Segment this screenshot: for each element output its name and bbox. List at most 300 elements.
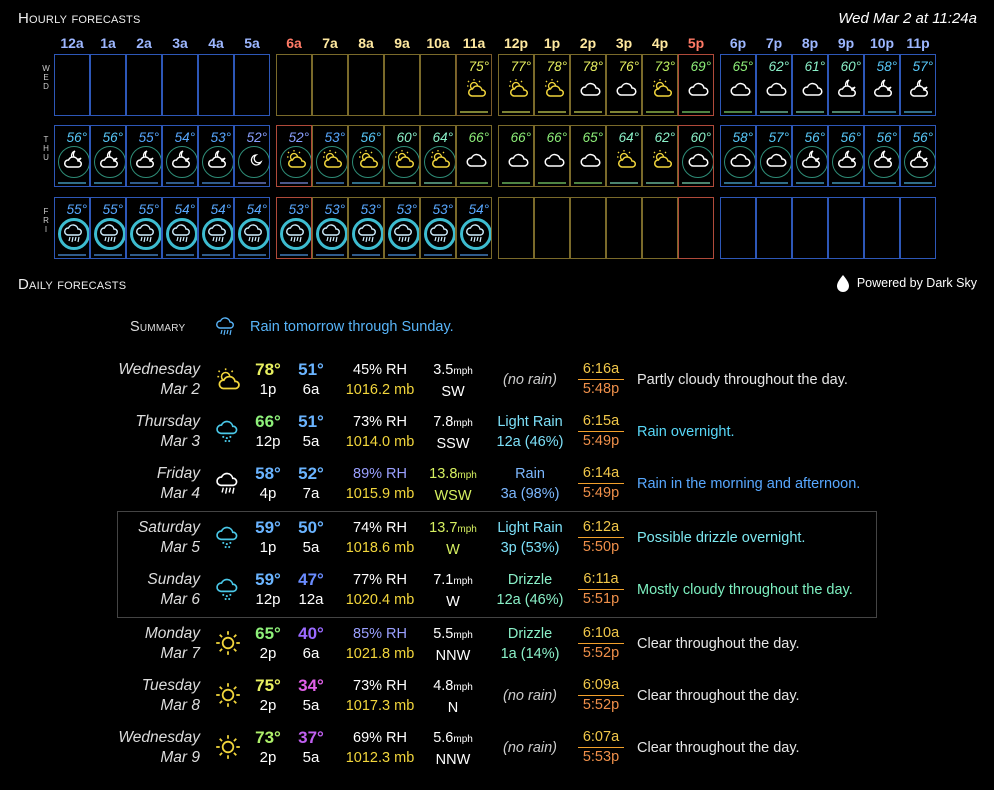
weekday-label: W E D — [42, 64, 50, 91]
hour-cell — [456, 125, 492, 187]
temp-underline — [760, 182, 788, 184]
hour-cell — [162, 125, 198, 187]
wind-direction: N — [447, 700, 459, 716]
day-date: Mar 6 — [160, 591, 200, 608]
wind-unit: mph — [453, 682, 473, 693]
hour-temp: 53° — [324, 130, 345, 145]
wind-direction: SSW — [436, 436, 470, 452]
hour-temp: 53° — [288, 202, 309, 217]
high-temp-time: 2p — [259, 697, 277, 714]
hour-temp: 53° — [360, 202, 381, 217]
hour-cell — [570, 197, 606, 259]
hour-cell — [864, 54, 900, 116]
hour-temp: 62° — [768, 59, 789, 74]
low-temp-time: 12a — [298, 591, 324, 608]
sun-times — [578, 464, 624, 503]
sunrise: 6:11a — [578, 570, 624, 590]
temp-underline — [280, 254, 308, 256]
low-temp-value: 47° — [298, 570, 324, 589]
hour-label: 7a — [322, 35, 338, 51]
partly-cloudy-day-icon — [285, 148, 307, 170]
sunset: 5:48p — [582, 381, 620, 397]
partly-cloudy-night-icon — [909, 77, 931, 99]
day-summary: Rain in the morning and afternoon. — [637, 476, 861, 492]
temp-underline — [868, 182, 896, 184]
hour-temp: 69° — [690, 59, 711, 74]
high-temp — [248, 676, 288, 716]
low-temp-value: 50° — [298, 518, 324, 537]
day-summary: Rain overnight. — [637, 424, 735, 440]
hour-temp: 56° — [804, 130, 825, 145]
hour-label: 2p — [579, 35, 597, 51]
sunset: 5:52p — [582, 645, 620, 661]
day-name: Monday — [144, 625, 200, 642]
pressure: 1012.3 mb — [345, 750, 415, 766]
sunrise: 6:09a — [578, 676, 624, 696]
partly-cloudy-night-icon — [837, 77, 859, 99]
low-temp-time: 5a — [302, 749, 320, 766]
hour-label: 1a — [100, 35, 116, 51]
high-temp-time: 1p — [259, 539, 277, 556]
hour-temp: 56° — [876, 130, 897, 145]
day-date: Mar 7 — [160, 645, 200, 662]
temp-underline — [130, 254, 158, 256]
hour-label: 4p — [651, 35, 669, 51]
precip-detail: 12a (46%) — [496, 434, 564, 450]
humidity: 73% RH — [353, 414, 407, 430]
low-temp-value: 51° — [298, 360, 324, 379]
hour-cell — [678, 197, 714, 259]
day-name-date — [100, 518, 200, 558]
precipitation — [480, 570, 580, 610]
wind-unit: mph — [453, 418, 473, 429]
hour-cell — [456, 54, 492, 116]
high-temp-value: 65° — [255, 624, 281, 643]
temp-underline — [202, 254, 230, 256]
temp-underline — [460, 182, 488, 184]
hour-label: 1p — [543, 35, 561, 51]
day-summary: Clear throughout the day. — [637, 636, 800, 652]
precip-detail: 3a (98%) — [500, 486, 560, 502]
hour-cell — [348, 54, 384, 116]
temp-underline — [202, 182, 230, 184]
cloudy-icon — [687, 77, 709, 99]
wind-direction: SW — [441, 384, 465, 400]
hour-cell — [570, 54, 606, 116]
temp-underline — [724, 182, 752, 184]
high-temp-time: 12p — [255, 591, 281, 608]
high-temp — [248, 728, 288, 768]
partly-cloudy-day-icon — [357, 148, 379, 170]
hour-cell — [864, 125, 900, 187]
hour-cell — [198, 197, 234, 259]
rain-icon — [393, 222, 415, 244]
hour-cell — [126, 197, 162, 259]
hour-temp: 56° — [360, 130, 381, 145]
hour-cell — [90, 125, 126, 187]
rain-icon — [63, 222, 85, 244]
cloudy-icon — [765, 148, 787, 170]
hour-temp: 52° — [246, 130, 267, 145]
hour-cell — [348, 197, 384, 259]
hour-cell — [606, 54, 642, 116]
daily-row — [0, 518, 994, 562]
wind-speed: 13.8 — [429, 466, 458, 482]
hour-temp: 55° — [102, 202, 123, 217]
temp-underline — [460, 111, 488, 113]
rain-icon — [285, 222, 307, 244]
temp-underline — [58, 182, 86, 184]
hour-temp: 52° — [288, 130, 309, 145]
wind — [418, 570, 488, 612]
day-name: Thursday — [135, 413, 200, 430]
temp-underline — [610, 182, 638, 184]
hour-temp: 66° — [510, 130, 531, 145]
rain-icon — [429, 222, 451, 244]
low-temp-time: 6a — [302, 645, 320, 662]
high-temp — [248, 464, 288, 504]
high-temp-value: 66° — [255, 412, 281, 431]
high-temp-time: 1p — [259, 381, 277, 398]
hour-temp: 56° — [912, 130, 933, 145]
clear-day-icon — [214, 734, 242, 760]
hour-cell — [792, 125, 828, 187]
low-temp-value: 40° — [298, 624, 324, 643]
day-name-date — [100, 676, 200, 716]
temp-underline — [682, 182, 710, 184]
sunrise: 6:12a — [578, 518, 624, 538]
hour-cell — [384, 197, 420, 259]
hour-cell — [348, 125, 384, 187]
hour-cell — [312, 54, 348, 116]
hour-cell — [234, 54, 270, 116]
wind-speed: 5.6 — [433, 730, 454, 746]
partly-cloudy-day-icon — [651, 148, 673, 170]
temp-underline — [130, 182, 158, 184]
wind-unit: mph — [457, 524, 477, 535]
sunrise: 6:10a — [578, 624, 624, 644]
daily-row — [0, 412, 994, 456]
hour-temp: 73° — [654, 59, 675, 74]
high-temp-value: 78° — [255, 360, 281, 379]
temp-underline — [904, 111, 932, 113]
hour-temp: 65° — [732, 59, 753, 74]
hour-label: 7p — [765, 35, 783, 51]
rain-icon — [321, 222, 343, 244]
hour-temp: 54° — [174, 130, 195, 145]
partly-cloudy-night-icon — [909, 148, 931, 170]
high-temp-time: 12p — [255, 433, 281, 450]
hour-cell — [678, 54, 714, 116]
pressure: 1017.3 mb — [345, 698, 415, 714]
weekday-label: T H U — [43, 135, 49, 162]
hour-cell — [792, 197, 828, 259]
rain-icon — [171, 222, 193, 244]
wind-direction: NNW — [435, 752, 471, 768]
hour-cell — [126, 54, 162, 116]
powered-by-dark-sky-link[interactable] — [835, 274, 977, 292]
hour-cell — [420, 125, 456, 187]
high-temp-time: 4p — [259, 485, 277, 502]
precipitation — [480, 412, 580, 452]
temp-underline — [574, 111, 602, 113]
hour-temp: 56° — [840, 130, 861, 145]
hour-cell — [828, 197, 864, 259]
hour-cell — [276, 54, 312, 116]
high-temp-time: 2p — [259, 749, 277, 766]
wind-direction: WSW — [434, 488, 472, 504]
hour-cell — [534, 54, 570, 116]
wind-unit: mph — [453, 630, 473, 641]
hour-cell — [534, 125, 570, 187]
hour-cell — [864, 197, 900, 259]
hour-cell — [756, 197, 792, 259]
rain-icon — [207, 222, 229, 244]
cloudy-icon — [543, 148, 565, 170]
hour-label: 3p — [615, 35, 633, 51]
hour-cell — [54, 54, 90, 116]
day-name: Tuesday — [141, 677, 200, 694]
day-summary: Clear throughout the day. — [637, 740, 800, 756]
hour-temp: 75° — [468, 59, 489, 74]
hour-label: 8p — [801, 35, 819, 51]
temp-underline — [832, 182, 860, 184]
hour-cell — [720, 125, 756, 187]
hour-cell — [90, 197, 126, 259]
cloudy-icon — [729, 148, 751, 170]
hour-cell — [162, 54, 198, 116]
hour-temp: 65° — [582, 130, 603, 145]
hour-temp: 55° — [138, 130, 159, 145]
hour-label: 2a — [136, 35, 152, 51]
hour-cell — [54, 125, 90, 187]
low-temp-value: 51° — [298, 412, 324, 431]
cloudy-icon — [507, 148, 529, 170]
temp-underline — [646, 182, 674, 184]
humidity: 69% RH — [353, 730, 407, 746]
powered-by-text: Powered by Dark Sky — [856, 276, 977, 290]
wind — [418, 518, 488, 560]
humidity: 77% RH — [353, 572, 407, 588]
temp-underline — [646, 111, 674, 113]
sunset: 5:49p — [582, 485, 620, 501]
hour-cell — [384, 54, 420, 116]
hour-cell — [90, 54, 126, 116]
hour-cell — [420, 197, 456, 259]
temp-underline — [352, 182, 380, 184]
temp-underline — [904, 182, 932, 184]
day-name-date — [100, 360, 200, 400]
hour-label: 5p — [687, 35, 705, 51]
hour-temp: 60° — [690, 130, 711, 145]
low-temp-value: 52° — [298, 464, 324, 483]
sunset: 5:53p — [582, 749, 620, 765]
temp-underline — [796, 182, 824, 184]
sunrise: 6:16a — [578, 360, 624, 380]
temp-underline — [868, 111, 896, 113]
hour-cell — [498, 125, 534, 187]
pressure: 1015.9 mb — [345, 486, 415, 502]
hour-cell — [534, 197, 570, 259]
temp-underline — [238, 182, 266, 184]
hour-cell — [756, 54, 792, 116]
temp-underline — [460, 254, 488, 256]
hour-temp: 60° — [396, 130, 417, 145]
temp-underline — [538, 111, 566, 113]
wind-direction: W — [446, 542, 460, 558]
wind-speed: 7.1 — [433, 572, 454, 588]
hour-cell — [720, 54, 756, 116]
pressure: 1016.2 mb — [345, 382, 415, 398]
hour-temp: 55° — [138, 202, 159, 217]
hour-label: 9p — [837, 35, 855, 51]
temp-underline — [388, 182, 416, 184]
cloudy-icon — [615, 77, 637, 99]
high-temp-value: 75° — [255, 676, 281, 695]
day-name: Wednesday — [118, 361, 200, 378]
hour-label: 12p — [503, 35, 529, 51]
wind — [418, 728, 488, 770]
rain-icon — [135, 222, 157, 244]
rain-icon — [243, 222, 265, 244]
precipitation — [480, 464, 580, 504]
hour-label: 5a — [244, 35, 260, 51]
precip-detail: 3p (53%) — [500, 540, 560, 556]
hour-cell — [198, 125, 234, 187]
hour-label: 3a — [172, 35, 188, 51]
partly-cloudy-day-icon — [615, 148, 637, 170]
partly-cloudy-night-icon — [135, 148, 157, 170]
day-name: Saturday — [137, 519, 200, 536]
hour-temp: 54° — [468, 202, 489, 217]
partly-cloudy-night-icon — [99, 148, 121, 170]
wind-unit: mph — [453, 366, 473, 377]
wind-direction: NNW — [435, 648, 471, 664]
hour-cell — [498, 54, 534, 116]
hour-cell — [756, 125, 792, 187]
day-name-date — [100, 412, 200, 452]
hour-label: 11p — [906, 35, 930, 51]
day-name-date — [100, 570, 200, 610]
hour-label: 8a — [358, 35, 374, 51]
partly-cloudy-day-icon — [651, 77, 673, 99]
hour-temp: 54° — [246, 202, 267, 217]
hour-temp: 66° — [468, 130, 489, 145]
hour-cell — [456, 197, 492, 259]
hour-cell — [276, 125, 312, 187]
hour-temp: 53° — [210, 130, 231, 145]
wind-speed: 13.7 — [429, 520, 458, 536]
hour-cell — [720, 197, 756, 259]
hour-cell — [828, 125, 864, 187]
partly-cloudy-day-icon — [507, 77, 529, 99]
cloudy-icon — [765, 77, 787, 99]
cloudy-icon — [465, 148, 487, 170]
temp-underline — [58, 254, 86, 256]
day-date: Mar 4 — [160, 485, 200, 502]
rain-icon — [465, 222, 487, 244]
hour-temp: 61° — [804, 59, 825, 74]
hour-temp: 55° — [66, 202, 87, 217]
high-temp-value: 58° — [255, 464, 281, 483]
hour-cell — [642, 125, 678, 187]
precipitation — [480, 360, 580, 400]
temp-underline — [316, 182, 344, 184]
cloudy-icon — [801, 77, 823, 99]
pressure: 1014.0 mb — [345, 434, 415, 450]
precip-type: Drizzle — [507, 626, 553, 642]
hour-cell — [792, 54, 828, 116]
wind-direction: W — [446, 594, 460, 610]
sun-times — [578, 624, 624, 663]
cloudy-icon — [579, 148, 601, 170]
sun-times — [578, 728, 624, 767]
sun-times — [578, 360, 624, 399]
summary-label: Summary — [130, 319, 186, 335]
hour-header-row — [0, 35, 994, 53]
rain-icon — [357, 222, 379, 244]
precipitation — [480, 728, 580, 768]
high-temp — [248, 412, 288, 452]
partly-cloudy-night-icon — [837, 148, 859, 170]
low-temp-time: 5a — [302, 433, 320, 450]
day-summary: Clear throughout the day. — [637, 688, 800, 704]
partly-cloudy-night-icon — [207, 148, 229, 170]
hour-temp: 58° — [876, 59, 897, 74]
partly-cloudy-day-icon — [465, 77, 487, 99]
precip-type: (no rain) — [503, 372, 557, 388]
sunset: 5:50p — [582, 539, 620, 555]
temp-underline — [574, 182, 602, 184]
low-temp-value: 37° — [298, 728, 324, 747]
partly-cloudy-night-icon — [873, 148, 895, 170]
hour-cell — [234, 125, 270, 187]
temp-underline — [502, 111, 530, 113]
hour-cell — [900, 125, 936, 187]
hour-temp: 60° — [840, 59, 861, 74]
precipitation — [480, 676, 580, 716]
current-datetime: Wed Mar 2 at 11:24a — [838, 10, 977, 27]
wind — [418, 360, 488, 402]
sunset: 5:49p — [582, 433, 620, 449]
hour-cell — [828, 54, 864, 116]
wind-speed: 3.5 — [433, 362, 454, 378]
wind-speed: 4.8 — [433, 678, 454, 694]
precip-detail: 1a (14%) — [500, 646, 560, 662]
low-temp-value: 34° — [298, 676, 324, 695]
wind-speed: 5.5 — [433, 626, 454, 642]
pressure: 1021.8 mb — [345, 646, 415, 662]
hour-cell — [312, 197, 348, 259]
high-temp-time: 2p — [259, 645, 277, 662]
hour-cell — [900, 54, 936, 116]
temp-underline — [610, 111, 638, 113]
daily-forecasts-title: Daily forecasts — [18, 276, 127, 293]
hour-temp: 58° — [732, 130, 753, 145]
partly-cloudy-day-icon — [214, 366, 242, 392]
hour-temp: 54° — [174, 202, 195, 217]
precipitation — [480, 518, 580, 558]
hour-temp: 64° — [618, 130, 639, 145]
precip-type: Light Rain — [497, 520, 563, 536]
hour-cell — [54, 197, 90, 259]
temp-underline — [682, 111, 710, 113]
day-name: Sunday — [147, 571, 200, 588]
hour-temp: 77° — [510, 59, 531, 74]
humidity: 73% RH — [353, 678, 407, 694]
low-temp-time: 5a — [302, 697, 320, 714]
partly-cloudy-day-icon — [429, 148, 451, 170]
